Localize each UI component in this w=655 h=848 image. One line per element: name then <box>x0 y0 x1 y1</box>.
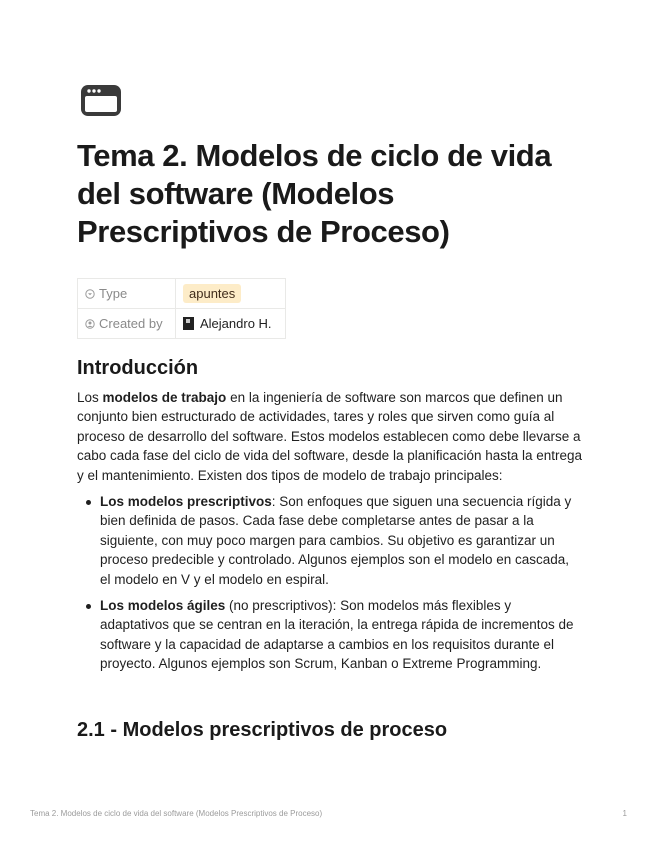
property-row-type <box>78 279 286 309</box>
person-icon <box>85 319 95 329</box>
browser-window-icon <box>81 85 121 116</box>
avatar <box>183 317 194 330</box>
select-icon <box>85 289 95 299</box>
models-list <box>100 492 580 681</box>
intro-heading: Introducción <box>77 357 199 379</box>
intro-bold: modelos de trabajo <box>102 390 227 405</box>
footer-doc-title: Tema 2. Modelos de ciclo de vida del software (Modelos Prescriptivos de Proceso) <box>30 809 323 818</box>
properties-table <box>77 278 286 339</box>
list-item-agile <box>100 596 580 674</box>
list-item-text: (no prescriptivos): Son modelos más flexibles y adaptativos que se centran en la iteración, la entrega rápida de incrementos de software y la capacidad de adaptarse a cambios en los requisitos durante el proyecto. Algunos ejemplos son Scrum, Kanban o Extreme Programming. <box>100 598 574 672</box>
section-heading: 2.1 - Modelos prescriptivos de proceso <box>77 719 448 741</box>
intro-paragraph <box>77 388 583 485</box>
property-label-created-by: Created by <box>99 316 163 331</box>
list-item-prescriptive <box>100 492 580 589</box>
property-value-created-by[interactable] <box>176 309 286 339</box>
footer-page-number: 1 <box>622 809 627 818</box>
property-key-created-by <box>78 309 176 339</box>
intro-rest: en la ingeniería de software son marcos que definen un conjunto bien estructurado de actividades, tares y roles que sirven como guía al proceso de desarrollo del software. Estos modelos establecen como debe llevarse a cabo cada fase del ciclo de vida del software, desde la planificación hasta la entrega y el mantenimiento. Existen dos tipos de modelo de trabajo principales: <box>77 390 583 483</box>
intro-lead: Los <box>77 390 103 405</box>
property-label-type: Type <box>99 286 128 301</box>
list-item-bold: Los modelos prescriptivos <box>100 494 272 509</box>
author-name[interactable]: Alejandro H. <box>200 316 272 331</box>
list-item-text: : Son enfoques que siguen una secuencia rígida y bien definida de pasos. Cada fase debe completarse antes de pasar a la siguiente, con muy poco margen para cambios. Su objetivo es garantizar un proceso predecible y controlado. Algunos ejemplos son el modelo en cascada, el modelo en V y el modelo en espiral. <box>100 494 572 587</box>
list-item-bold: Los modelos ágiles <box>100 598 226 614</box>
property-value-type[interactable] <box>176 279 286 309</box>
property-key-type <box>78 279 176 309</box>
type-tag[interactable]: apuntes <box>183 284 241 303</box>
property-row-created-by <box>78 309 286 339</box>
page-title: Tema 2. Modelos de ciclo de vida del software (Modelos Prescriptivos de Proceso) <box>77 138 552 249</box>
